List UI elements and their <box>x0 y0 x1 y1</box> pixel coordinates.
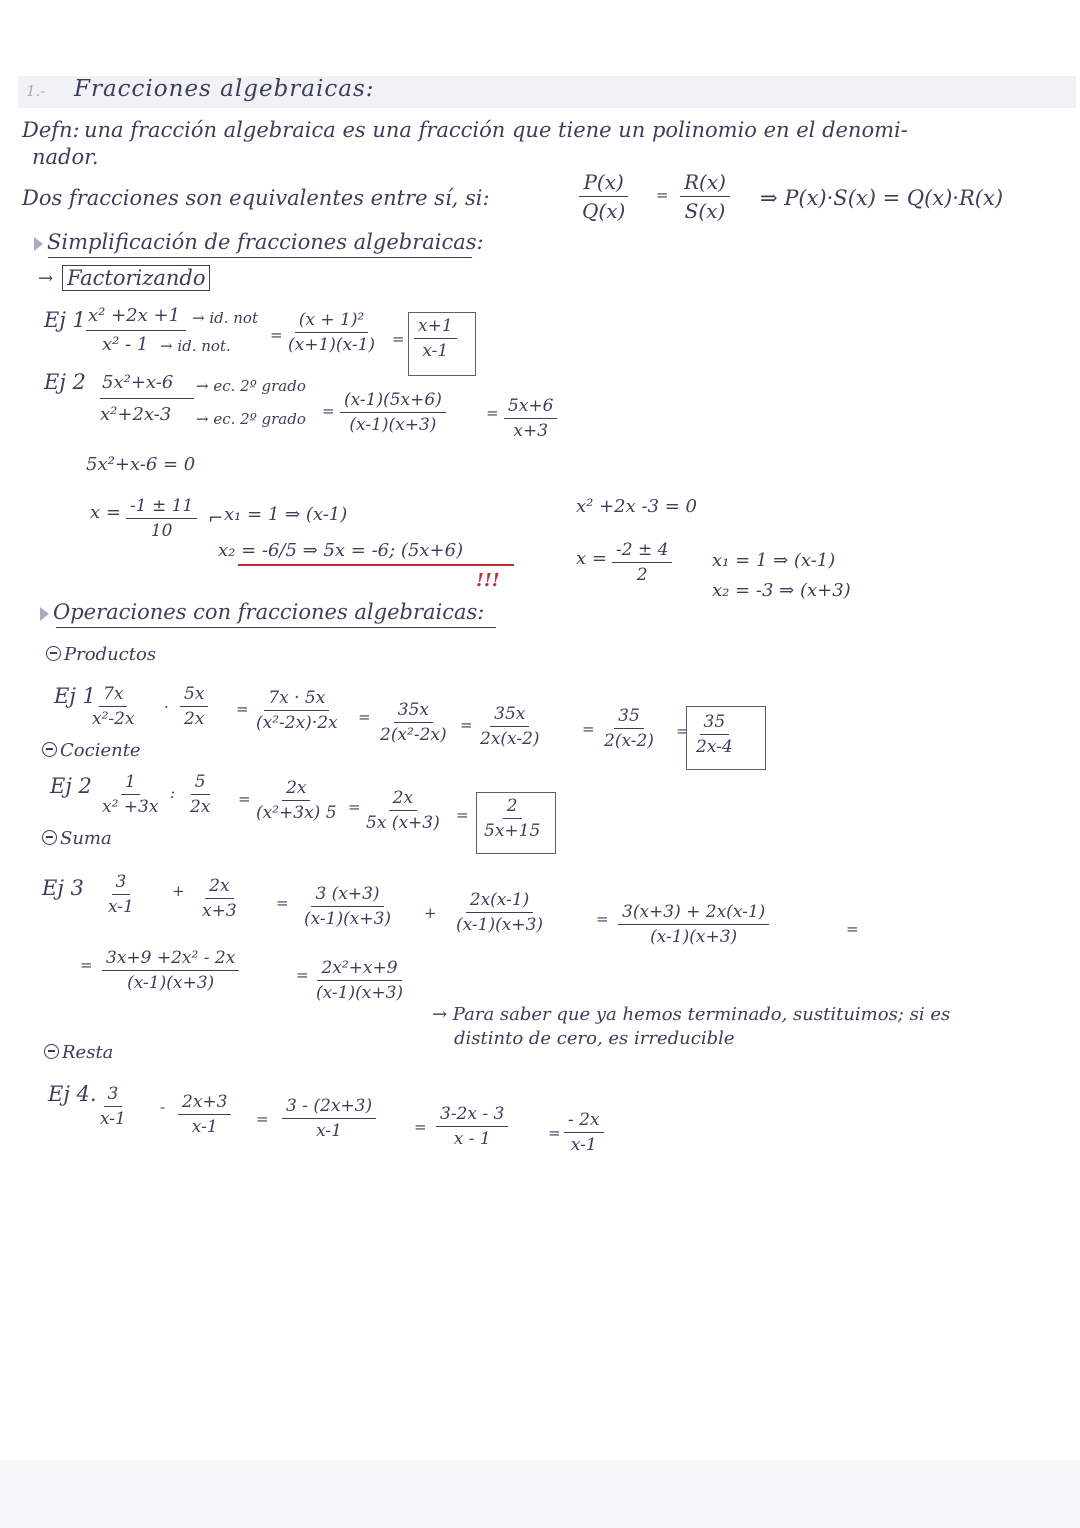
denominator: 2x-4 <box>696 737 733 757</box>
quotient-fraction-2 <box>186 772 214 817</box>
equals-sign: = <box>236 700 249 718</box>
numerator: 35x <box>394 700 433 723</box>
root-one: x₁ = 1 ⇒ (x-1) <box>712 550 836 571</box>
denominator: 10 <box>150 521 173 541</box>
definition-label: Defn: <box>22 118 80 142</box>
irreducible-note-line1: → Para saber que ya hemos terminado, sustituimos; si es <box>432 1004 951 1025</box>
denominator: x+3 <box>513 421 549 441</box>
product-result <box>692 712 737 757</box>
root-one: x₁ = 1 ⇒ (x-1) <box>224 504 348 525</box>
denominator-note: → id. not. <box>160 337 231 355</box>
numerator: 3 <box>112 872 131 895</box>
denominator: 2x <box>190 797 211 817</box>
bullet-icon <box>34 237 43 251</box>
denominator: (x²-2x)·2x <box>256 713 338 733</box>
plus-sign: + <box>424 904 437 922</box>
definition-text-line1: una fracción algebraica es una fracción que tiene un polinomio en el denomi- <box>84 118 908 142</box>
label-text: Cociente <box>60 740 141 761</box>
simplification-heading <box>34 230 484 254</box>
page-title: Fracciones algebraicas: <box>74 76 375 102</box>
plus-sign: + <box>172 882 185 900</box>
equals-sign: = <box>596 910 609 928</box>
quadratic-equation-b: x² +2x -3 = 0 <box>576 496 698 517</box>
numerator: 2x(x-1) <box>466 890 534 913</box>
equals-sign: = <box>676 722 689 740</box>
label-text: Resta <box>62 1042 114 1063</box>
operations-heading <box>40 600 484 624</box>
simplified-fraction <box>414 316 457 361</box>
numerator: 2x²+x+9 <box>317 958 401 981</box>
numerator: 5x <box>180 684 208 707</box>
numerator: 35x <box>490 704 529 727</box>
denominator: 2x(x-2) <box>480 729 540 749</box>
numerator: P(x) <box>579 170 627 197</box>
numerator: 3 <box>104 1084 123 1107</box>
divide-sign: : <box>170 784 176 802</box>
numerator-note: → id. not <box>192 309 258 327</box>
denominator: x-1 <box>191 1117 218 1137</box>
denominator-note: → ec. 2º grado <box>196 410 306 428</box>
numerator: 35 <box>614 706 644 729</box>
denominator: x-1 <box>108 897 134 917</box>
multiply-sign: · <box>164 698 169 716</box>
sum-step-2 <box>452 890 547 935</box>
numerator-note: → ec. 2º grado <box>196 377 306 395</box>
numerator: - 2x <box>564 1110 604 1133</box>
equals-sign: = <box>276 894 289 912</box>
irreducible-note-line2: distinto de cero, es irreducible <box>454 1028 735 1049</box>
quotient-step-1 <box>252 778 341 823</box>
circle-minus-icon <box>42 830 57 845</box>
root-two: x₂ = -6/5 ⇒ 5x = -6; (5x+6) <box>218 540 464 561</box>
example-label: Ej 3 <box>42 876 84 900</box>
numerator: 3x+9 +2x² - 2x <box>102 948 239 971</box>
equals-sign: = <box>582 720 595 738</box>
example-label: Ej 4. <box>48 1082 97 1106</box>
method-label-boxed: Factorizando <box>62 265 210 291</box>
subtraction-fraction-2 <box>178 1092 231 1137</box>
factorized-fraction <box>340 390 446 435</box>
equals-sign: = <box>460 716 473 734</box>
denominator: (x-1)(x+3) <box>316 983 404 1003</box>
denominator: x-1 <box>100 1109 126 1129</box>
minus-sign: - <box>160 1098 166 1116</box>
product-fraction-2 <box>180 684 208 729</box>
equals-sign: = <box>238 790 251 808</box>
fraction-r-over-s <box>680 170 730 223</box>
numerator: 3(x+3) + 2x(x-1) <box>618 902 769 925</box>
denominator: 5x+15 <box>484 821 541 841</box>
numerator: R(x) <box>680 170 730 197</box>
sum-fraction-1 <box>104 872 138 917</box>
fraction-bar <box>100 398 194 399</box>
denominator: (x-1)(x+3) <box>304 909 392 929</box>
circle-minus-icon <box>44 1044 59 1059</box>
method-arrow: → <box>38 268 54 289</box>
products-label <box>46 644 156 665</box>
heading-text: Operaciones con fracciones algebraicas: <box>53 600 485 624</box>
denominator: (x-1)(x+3) <box>127 973 215 993</box>
red-underline <box>238 564 514 566</box>
numerator: 5 <box>191 772 210 795</box>
equals-sign: = <box>456 806 469 824</box>
sum-label <box>42 828 112 849</box>
numerator: -2 ± 4 <box>612 540 672 563</box>
solution-x-label: x = <box>576 548 607 569</box>
quotient-label <box>42 740 141 761</box>
equals-sign: = <box>486 404 499 422</box>
numerator: (x-1)(5x+6) <box>340 390 446 413</box>
bullet-icon <box>40 607 49 621</box>
denominator: (x+1)(x-1) <box>288 335 376 355</box>
sum-fraction-2 <box>198 876 241 921</box>
numerator: -1 ± 11 <box>126 496 197 519</box>
sum-step-5 <box>312 958 407 1003</box>
quotient-step-2 <box>362 788 444 833</box>
numerator: 2x <box>389 788 417 811</box>
solution-x-label: x = <box>90 502 121 523</box>
equals-sign: = <box>256 1110 269 1128</box>
root-two: x₂ = -3 ⇒ (x+3) <box>712 580 851 601</box>
numerator: 3 - (2x+3) <box>282 1096 376 1119</box>
section-number: 1.- <box>26 82 46 100</box>
sum-step-4 <box>102 948 239 993</box>
subtraction-label <box>44 1042 113 1063</box>
numerator: 7x · 5x <box>264 688 329 711</box>
denominator: x²-2x <box>92 709 135 729</box>
numerator: (x + 1)² <box>295 310 369 333</box>
denominator: x² +3x <box>102 797 159 817</box>
denominator: x+3 <box>202 901 237 921</box>
denominator: (x-1)(x+3) <box>650 927 738 947</box>
example-denominator: x² - 1 <box>102 334 149 355</box>
example-label: Ej 1 <box>44 308 86 332</box>
product-step-3 <box>476 704 544 749</box>
numerator: 2x <box>282 778 310 801</box>
equivalence-text: Dos fracciones son equivalentes entre sí, si: <box>22 186 490 210</box>
denominator: 2(x²-2x) <box>380 725 447 745</box>
subtraction-step-1 <box>282 1096 376 1141</box>
numerator: 35 <box>700 712 730 735</box>
product-step-4 <box>600 706 658 751</box>
example-numerator: x² +2x +1 <box>88 305 181 326</box>
numerator: 1 <box>121 772 140 795</box>
equals-sign: = <box>348 798 361 816</box>
numerator: 7x <box>99 684 127 707</box>
quadratic-formula-b <box>612 540 672 585</box>
example-label: Ej 2 <box>44 370 86 394</box>
subtraction-step-2 <box>436 1104 508 1149</box>
denominator: (x²+3x) 5 <box>256 803 337 823</box>
fraction-p-over-q <box>578 170 629 223</box>
cross-product-rule: ⇒ P(x)·S(x) = Q(x)·R(x) <box>760 186 1004 210</box>
example-numerator: 5x²+x-6 <box>102 372 174 393</box>
equals-sign: = <box>548 1124 561 1142</box>
label-text: Productos <box>64 644 157 665</box>
circle-minus-icon <box>42 742 57 757</box>
example-label: Ej 1 <box>54 684 96 708</box>
numerator: 2x <box>205 876 233 899</box>
definition-text-line2: nador. <box>32 145 99 169</box>
equals-sign: = <box>80 956 93 974</box>
heading-underline <box>48 257 472 258</box>
quadratic-formula-a <box>126 496 197 541</box>
product-step-1 <box>252 688 342 733</box>
equals-sign: = <box>846 920 859 938</box>
denominator: 2(x-2) <box>604 731 654 751</box>
subtraction-fraction-1 <box>96 1084 130 1129</box>
simplified-fraction <box>504 396 557 441</box>
denominator: 2 <box>636 565 648 585</box>
footer-band <box>0 1460 1080 1528</box>
equals-sign: = <box>296 966 309 984</box>
denominator: S(x) <box>684 199 726 223</box>
numerator: 3 (x+3) <box>311 884 383 907</box>
denominator: 2x <box>184 709 205 729</box>
root-branch-icon: ⌐ <box>208 508 224 529</box>
denominator: x - 1 <box>453 1129 491 1149</box>
heading-text: Simplificación de fracciones algebraicas: <box>47 230 484 254</box>
denominator: (x-1)(x+3) <box>456 915 544 935</box>
equals-sign: = <box>358 708 371 726</box>
example-label: Ej 2 <box>50 774 92 798</box>
product-fraction-1 <box>88 684 139 729</box>
denominator: Q(x) <box>582 199 626 223</box>
equals-sign: = <box>322 402 335 420</box>
label-text: Suma <box>60 828 112 849</box>
fraction-bar <box>86 330 186 331</box>
denominator: 5x (x+3) <box>366 813 440 833</box>
equals-sign: = <box>656 186 669 204</box>
equals-sign: = <box>414 1118 427 1136</box>
sum-step-1 <box>300 884 395 929</box>
quotient-fraction-1 <box>98 772 162 817</box>
denominator: x-1 <box>422 341 449 361</box>
numerator: 2 <box>503 796 522 819</box>
product-step-2 <box>376 700 451 745</box>
equals-sign: = <box>270 326 283 344</box>
quadratic-equation-a: 5x²+x-6 = 0 <box>86 454 196 475</box>
denominator: (x-1)(x+3) <box>349 415 437 435</box>
numerator: x+1 <box>414 316 457 339</box>
heading-underline <box>56 627 496 628</box>
numerator: 3-2x - 3 <box>436 1104 508 1127</box>
circle-minus-icon <box>46 646 61 661</box>
quotient-result <box>480 796 544 841</box>
numerator: 2x+3 <box>178 1092 231 1115</box>
example-denominator: x²+2x-3 <box>100 404 172 425</box>
factorized-fraction <box>284 310 379 355</box>
alert-marks: !!! <box>476 570 500 591</box>
subtraction-result <box>564 1110 604 1155</box>
denominator: x-1 <box>570 1135 597 1155</box>
equals-sign: = <box>392 330 405 348</box>
denominator: x-1 <box>316 1121 342 1141</box>
sum-step-3 <box>618 902 769 947</box>
numerator: 5x+6 <box>504 396 557 419</box>
